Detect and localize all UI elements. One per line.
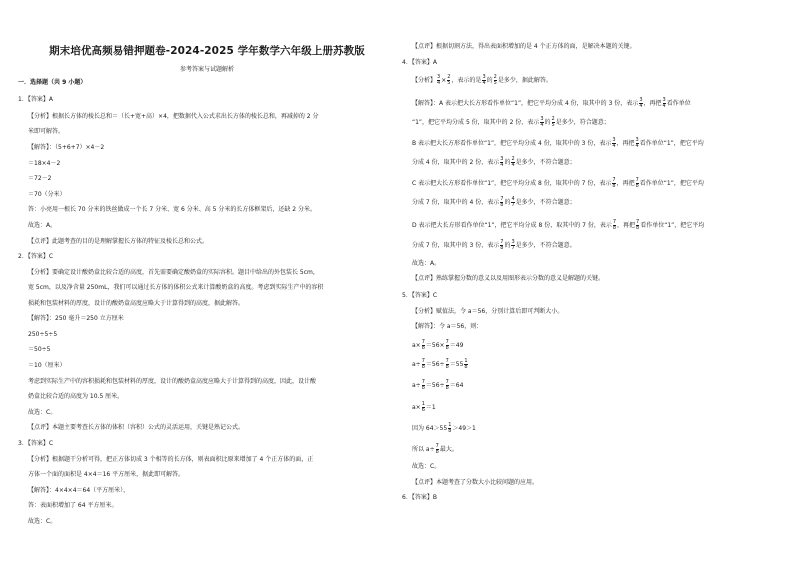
q5-answer: 5．【答案】C — [402, 292, 438, 299]
fraction-1-8: $\frac{1}{8}$ — [464, 358, 468, 370]
fraction-3-4: $\frac{3}{4}$ — [612, 137, 616, 149]
q2-analysis-line2: 宽 5cm，以及净含量 250mL，我们可以通过长方体的体积公式来计算酸奶盒的高度。考虑到实际生产中的容积 — [28, 284, 324, 291]
fraction-7-8: $\frac{7}{8}$ — [635, 177, 639, 189]
fraction-2-5: $\frac{2}{5}$ — [447, 74, 451, 86]
fraction-7-8: $\frac{7}{8}$ — [500, 196, 504, 208]
q1-solution: 【解答】：（5+6+7）×4－2 — [28, 144, 105, 151]
q3-analysis-line2: 方体一个面的面积是 4×4＝16 平方厘米，据此即可解答。 — [28, 471, 185, 478]
fraction-7-8: $\frac{7}{8}$ — [445, 358, 449, 370]
q6-answer: 6．【答案】B — [402, 494, 437, 501]
fraction-7-8: $\frac{7}{8}$ — [612, 219, 617, 231]
fraction-7-8: $\frac{7}{8}$ — [445, 339, 449, 351]
fraction-3-4: $\frac{3}{4}$ — [482, 74, 486, 86]
fraction-2-5: $\frac{2}{5}$ — [493, 74, 497, 86]
q5-choice: 故选：C。 — [412, 463, 441, 470]
q2-choice: 故选：C。 — [28, 409, 57, 416]
fraction-7-8: $\frac{7}{8}$ — [435, 443, 439, 455]
fraction-3-4: $\frac{3}{4}$ — [639, 97, 643, 109]
q5-analysis: 【分析】赋值法，令 a＝56，分别计算后即可判断大小。 — [412, 308, 564, 315]
q1-choice: 故选：A。 — [28, 222, 57, 229]
q1-analysis-line2: 米即可解答。 — [28, 128, 65, 135]
fraction-3-4: $\frac{3}{4}$ — [635, 137, 639, 149]
q2-analysis-line3: 损耗和包装材料的厚度，设计的酸奶盒高度应略大于计算得到的高度，据此解答。 — [28, 300, 245, 307]
q2-note-line2: 奶盒比较合适的高度为 10.5 厘米。 — [28, 393, 124, 400]
q5-expr4: a× $\frac{1}{6}$ ＝1 — [412, 401, 436, 413]
q4-option-b-line2: 分成 4 份，取其中的 2 份，表示 $\frac{3}{4}$ 的 $\frac{2}{4}$ 是多少，不符合题意； — [412, 156, 576, 168]
q1-step1: ＝18×4－2 — [28, 160, 61, 167]
q3-answer-text: 答：表面积增加了 64 平方厘米。 — [28, 502, 118, 509]
q2-step2: ＝50÷5 — [28, 346, 51, 353]
fraction-1-6: $\frac{1}{6}$ — [421, 401, 425, 413]
q1-step2: ＝72－2 — [28, 175, 52, 182]
q5-conclusion: 所以 a÷ $\frac{7}{8}$ 最大。 — [412, 443, 458, 455]
page-subtitle: 参考答案与试题解析 — [179, 66, 234, 73]
fraction-3-7: $\frac{3}{7}$ — [511, 239, 515, 251]
q4-analysis: 【分析】 $\frac{3}{4}$ × $\frac{2}{5}$ ，表示的是 $\frac{3}{4}$ 的 $\frac{2}{5}$ 是多少，据此解答。 — [412, 74, 552, 86]
q3-analysis-line1: 【分析】根据题干分析可得，把正方体切成 3 个相等的长方体，则表面积比原来增加了 4 个正方体的面，正 — [28, 456, 314, 463]
q5-expr2: a÷ $\frac{7}{8}$ ＝56÷ $\frac{7}{8}$ ＝55 $\frac{1}{8}$ — [412, 358, 468, 370]
q1-comment: 【点评】此题考查的目的是理解掌握长方体的特征及棱长总和公式。 — [28, 238, 209, 245]
q5-expr1: a× $\frac{7}{8}$ ＝56× $\frac{7}{8}$ ＝49 — [412, 339, 464, 351]
fraction-7-8: $\frac{7}{8}$ — [636, 219, 640, 231]
fraction-7-8: $\frac{7}{8}$ — [500, 239, 504, 251]
fraction-2-5: $\frac{2}{5}$ — [551, 116, 555, 128]
fraction-3-4: $\frac{3}{4}$ — [540, 116, 544, 128]
q4-solution-a-line2: “1”，把它平均分成 5 份，取其中的 2 份，表示 $\frac{3}{4}$ 的 $\frac{2}{5}$ 是多少，符合题意； — [412, 116, 610, 128]
fraction-3-4: $\frac{3}{4}$ — [500, 156, 504, 168]
fraction-3-4: $\frac{3}{4}$ — [437, 74, 441, 86]
q4-option-c-line1: C 表示把大长方形看作单位“1”，把它平均分成 8 份，取其中的 7 份，表示 $\frac{7}{8}$ ，再把 $\frac{7}{8}$ 看作单位“1”，把它平均 — [412, 177, 704, 189]
fraction-7-8: $\frac{7}{8}$ — [421, 358, 425, 370]
q4-answer: 4．【答案】A — [402, 59, 437, 66]
q5-expr3: a÷ $\frac{7}{8}$ ＝56÷ $\frac{7}{8}$ ＝64 — [412, 379, 464, 391]
q3-answer: 3．【答案】C — [18, 440, 54, 447]
q5-comment: 【点评】本题考查了分数大小比较问题的应用。 — [412, 479, 539, 486]
q4-option-d-line1: D 表示把大长方形看作单位“1”，把它平均分成 8 份，取其中的 7 份，表示 $\frac{7}{8}$ ，再把 $\frac{7}{8}$ 看作单位“1”，把它平均 — [412, 219, 705, 231]
q4-option-b-line1: B 表示把大长方形看作单位“1”，把它平均分成 4 份，取其中的 3 份，表示 $\frac{3}{4}$ ，再把 $\frac{3}{4}$ 看作单位“1”，把它平均 — [412, 137, 704, 149]
fraction-2-4: $\frac{2}{4}$ — [511, 156, 515, 168]
fraction-3-4: $\frac{3}{4}$ — [662, 97, 666, 109]
fraction-7-8: $\frac{7}{8}$ — [445, 379, 449, 391]
q2-comment: 【点评】本题主要考查长方体的体积（容积）公式的灵活运用，关键是熟记公式。 — [28, 424, 245, 431]
q2-step1: 250÷5÷5 — [28, 331, 58, 338]
fraction-7-8: $\frac{7}{8}$ — [612, 177, 616, 189]
q5-because: 因为 64＞55 $\frac{1}{8}$ ＞49＞1 — [412, 422, 476, 434]
section-heading: 一．选择题（共 9 小题） — [18, 79, 87, 86]
q2-answer: 2．【答案】C — [18, 253, 54, 260]
q2-analysis-line1: 【分析】要确定设计酸奶盒比较合适的高度，首先需要确定酸奶盒的实际容积。题目中给出的外包装长 5cm， — [28, 269, 319, 276]
q4-choice: 故选：A。 — [412, 260, 441, 267]
q2-step3: ＝10（厘米） — [28, 362, 66, 369]
q3-comment: 【点评】根据切割方法，得出表面积增加的是 4 个正方体的面，是解决本题的关键。 — [412, 43, 636, 50]
q4-option-d-line2: 分成 7 份，取其中的 3 份，表示 $\frac{7}{8}$ 的 $\frac{3}{7}$ 是多少，不符合题意。 — [412, 239, 576, 251]
q4-solution-a-line1: 【解答】：A 表示把大长方形看作单位“1”，把它平均分成 4 份，取其中的 3 份，表示 $\frac{3}{4}$ ，再把 $\frac{3}{4}$ 看作单位 — [412, 97, 691, 109]
q1-step3: ＝70（分米） — [28, 191, 66, 198]
q1-analysis-line1: 【分析】根据长方体的棱长总和＝（长+宽+高）×4，把数据代入公式求出长方体的棱长总和，再减掉的 2 分 — [28, 113, 319, 120]
fraction-4-7: $\frac{4}{7}$ — [511, 196, 515, 208]
q1-answer: 1．【答案】A — [18, 96, 53, 103]
q4-comment: 【点评】熟练掌握分数的意义以及用图形表示分数的意义是解题的关键。 — [412, 275, 605, 282]
q2-note-line1: 考虑到实际生产中的容积损耗和包装材料的厚度，设计的酸奶盒高度应略大于计算得到的高度，因此，设计酸 — [28, 378, 317, 385]
q5-solution: 【解答】：令 a＝56，则： — [412, 323, 483, 330]
q1-answer-text: 答：小亮用一根长 70 分米的铁丝做成一个长 7 分米、宽 6 分米、高 5 分米的长方体框架后，还缺 2 分米。 — [28, 206, 316, 213]
fraction-7-8: $\frac{7}{8}$ — [421, 339, 425, 351]
q3-solution: 【解答】：4×4×4＝64（平方厘米）， — [28, 487, 130, 494]
q4-option-c-line2: 分成 7 份，取其中的 4 份，表示 $\frac{7}{8}$ 的 $\frac{4}{7}$ 是多少，不符合题意； — [412, 196, 576, 208]
page-title: 期末培优高频易错押题卷-2024-2025 学年数学六年级上册苏教版 — [49, 45, 365, 57]
fraction-7-8: $\frac{7}{8}$ — [421, 379, 425, 391]
q2-solution: 【解答】：250 毫升＝250 立方厘米 — [28, 315, 124, 322]
q3-choice: 故选：C。 — [28, 518, 57, 525]
fraction-1-8: $\frac{1}{8}$ — [448, 422, 452, 434]
